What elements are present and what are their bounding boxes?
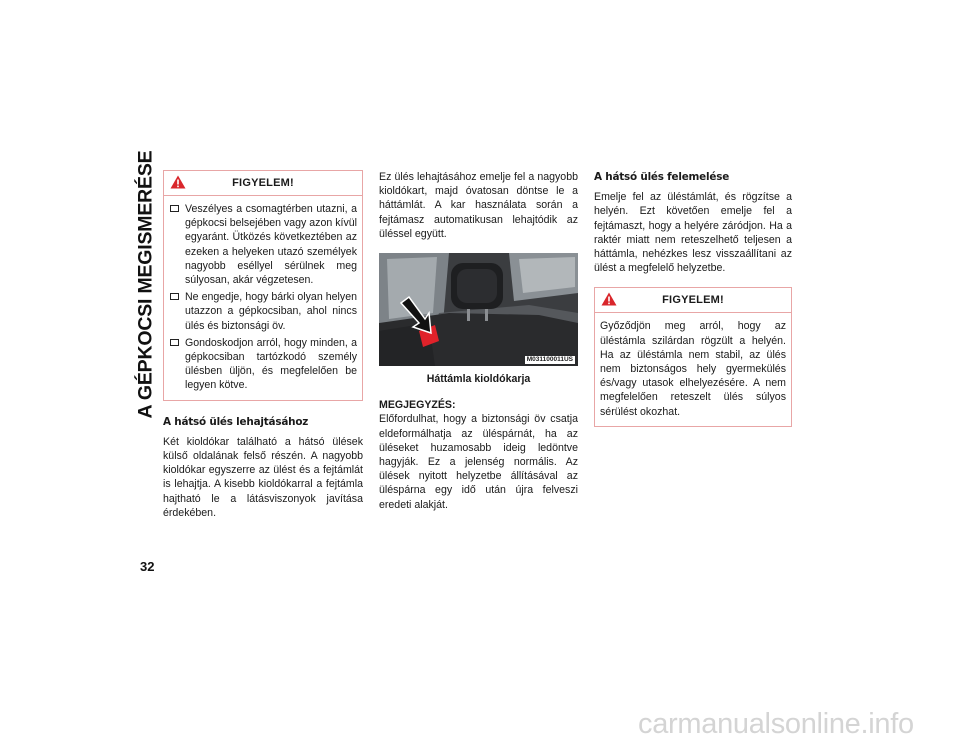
warning-item — [169, 290, 357, 333]
warning-box — [163, 170, 363, 401]
warning-item-text: Veszélyes a csomagtérben utazni, a gépkocsi belsejében vagy azon kívül egyaránt. Ütközés következtében az ezeken a helyeken utazó személyek nagyobb eséllyel sérülnek meg súlyosan, akár végzetesen. — [185, 203, 357, 287]
warning-item-text: Ne engedje, hogy bárki olyan helyen utazzon a gépkocsiban, ahol nincs ülés és biztonsági öv. — [185, 291, 357, 332]
warning-text: Győződjön meg arról, hogy az üléstámla szilárdan rögzült a helyén. Ha az üléstámla nem stabil, az ülés nem biztonságos hely gyermekülés és/vagy utasok elhelyezésére. A nem megfelelően reteszelt ülés súlyos sérülést okozhat. — [600, 320, 786, 418]
warning-header — [595, 288, 791, 313]
note-label: MEGJEGYZÉS: — [379, 399, 456, 412]
raise-heading: A hátsó ülés felemelése — [594, 171, 730, 183]
watermark: carmanualsonline.info — [638, 708, 914, 740]
warning-header — [164, 171, 362, 196]
warning-item — [169, 336, 357, 393]
raise-text: Emelje fel az üléstámlát, és rögzítse a helyén. Ezt követően emelje fel a fejtámaszt, hogy a helyére záródjon. Ha a raktér miatt nem reteszelhető teljesen a háttámla, nehézkes lesz visszaállítani az ülést a megfelelő helyzetbe. — [594, 191, 792, 275]
fold-heading: A hátsó ülés lehajtásához — [163, 415, 309, 428]
warning-item-text: Gondoskodjon arról, hogy minden, a gépkocsiban tartózkodó személy ülésben üljön, és megfelelően be legyen kötve. — [185, 336, 357, 392]
section-title: A GÉPKOCSI MEGISMERÉSE — [134, 150, 157, 419]
warning-triangle-icon — [170, 175, 186, 189]
fold-text: Két kioldókar található a hátsó ülések külső oldalának felső részén. A nagyobb kioldókar egyszerre az ülést és a fejtámlát is lehajtja. A kisebb kioldókarral a fejtámla hajtható le a látásviszonyok javítása érdekében. — [163, 435, 363, 519]
seat-lever-photo — [379, 253, 578, 366]
column-middle — [379, 170, 578, 512]
image-caption: Háttámla kioldókarja — [426, 373, 531, 386]
warning-title: FIGYELEM! — [662, 294, 724, 307]
warning-body — [595, 313, 791, 425]
warning-body — [164, 196, 362, 400]
checkbox-icon — [170, 205, 179, 212]
fold-instruction-text: Ez ülés lehajtásához emelje fel a nagyobb kioldókart, majd óvatosan döntse le a háttámlát. A kar használata során a fejtámasz automatikusan lehajtódik az üléssel együtt. — [379, 171, 578, 240]
column-left — [163, 170, 363, 520]
image-code: M031100011US — [526, 356, 573, 364]
column-right — [594, 170, 792, 427]
note-text: Előfordulhat, hogy a biztonsági öv csatja eldeformálhatja az üléspárnát, ha az üléseket huzamosabb ideig ledöntve hagyják. Ez a jelenség normális. Az ülések nyitott helyzetbe állításával az üléspárna egy idő után újra felveszi eredeti alakját. — [379, 413, 578, 511]
warning-item — [169, 202, 357, 287]
checkbox-icon — [170, 339, 179, 346]
warning-triangle-icon — [601, 292, 617, 306]
page-number: 32 — [140, 559, 155, 574]
warning-title: FIGYELEM! — [232, 176, 294, 189]
seat-photo-illustration — [379, 253, 578, 366]
checkbox-icon — [170, 293, 179, 300]
warning-box-2 — [594, 287, 792, 426]
